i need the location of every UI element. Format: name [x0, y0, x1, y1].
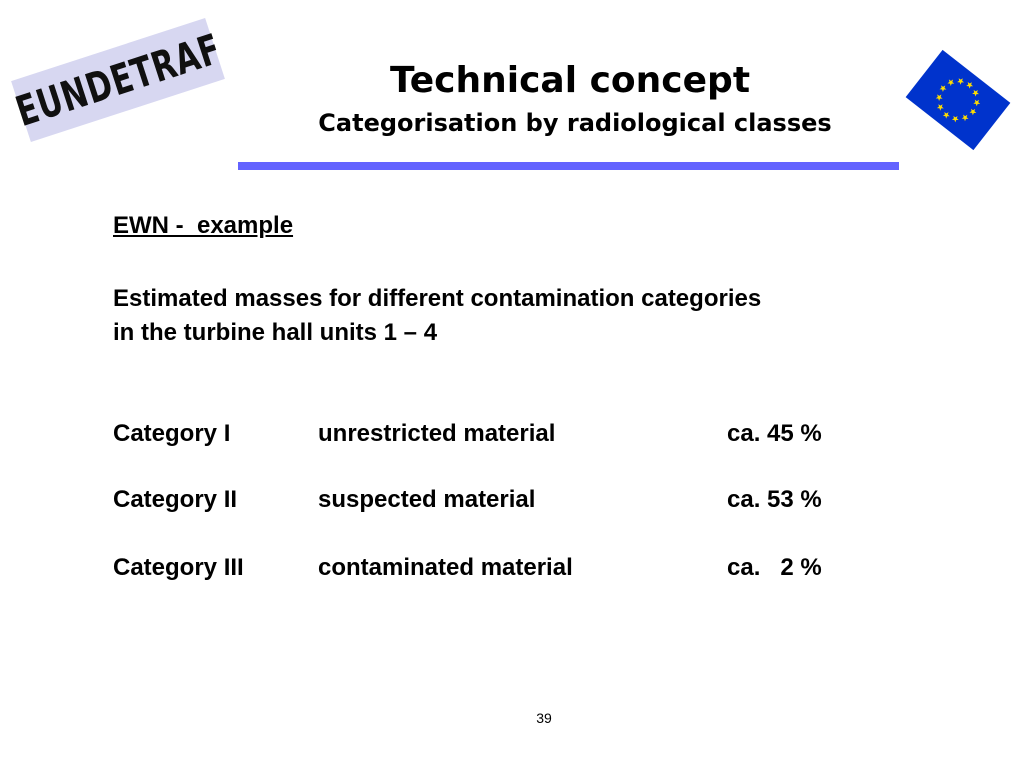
logo-text: EUNDETRAF — [9, 24, 227, 136]
description-line-2: in the turbine hall units 1 – 4 — [113, 319, 438, 346]
eundetraf-logo — [11, 18, 225, 142]
category-name: Category I — [113, 420, 231, 447]
category-row-3 — [113, 554, 873, 586]
eu-flag-icon — [902, 44, 1014, 156]
page-number: 39 — [536, 710, 552, 726]
description-text — [113, 282, 903, 350]
category-row-2 — [113, 486, 873, 518]
page-subtitle: Categorisation by radiological classes — [318, 109, 832, 137]
category-value: ca. 53 % — [727, 486, 822, 513]
title-divider — [238, 162, 899, 170]
category-value: ca. 2 % — [727, 554, 822, 581]
category-description: contaminated material — [318, 554, 573, 581]
example-heading: EWN - example — [113, 212, 294, 239]
category-name: Category III — [113, 554, 244, 581]
category-description: unrestricted material — [318, 420, 556, 447]
category-description: suspected material — [318, 486, 536, 513]
page-title: Technical concept — [389, 60, 751, 101]
description-line-1: Estimated masses for different contamination categories — [113, 285, 762, 312]
eu-flag-background — [906, 50, 1011, 150]
category-row-1 — [113, 420, 873, 452]
category-name: Category II — [113, 486, 238, 513]
category-value: ca. 45 % — [727, 420, 822, 447]
